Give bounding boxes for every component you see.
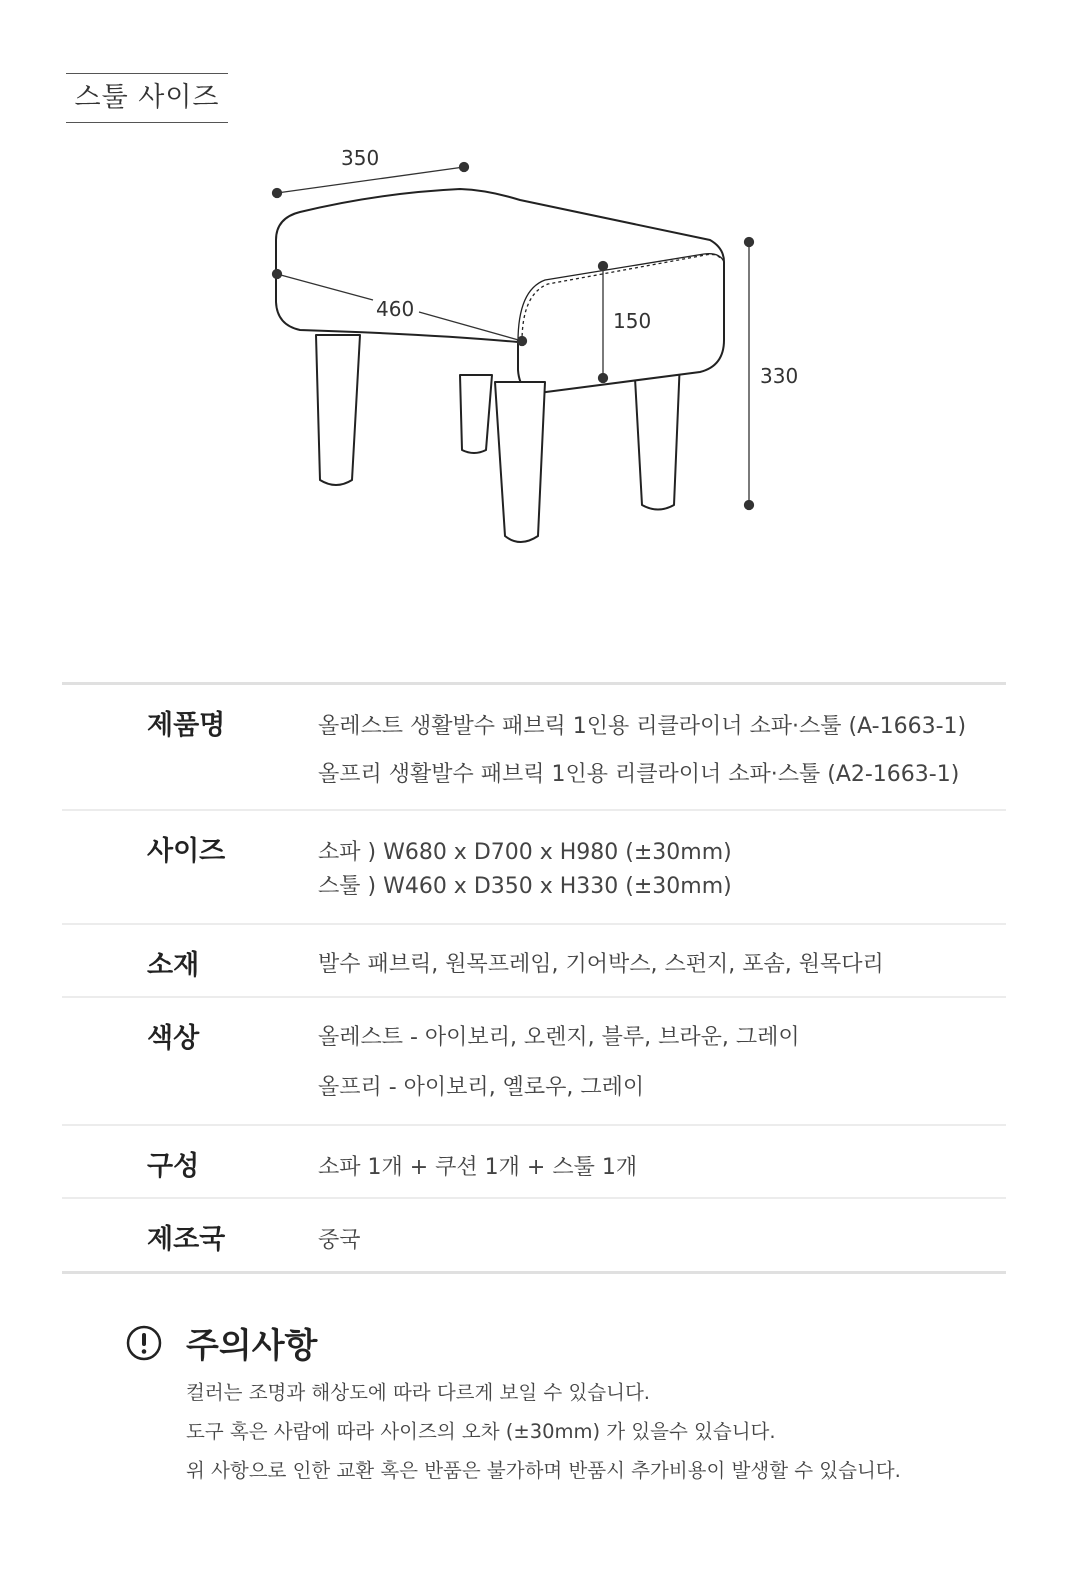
- spec-value-line: 올레스트 - 아이보리, 오렌지, 블루, 브라운, 그레이: [318, 1025, 800, 1050]
- spec-label: 색상: [147, 1023, 200, 1054]
- spec-value: [318, 1020, 800, 1101]
- spec-value-line: 소파 ) W680 x D700 x H980 (±30mm): [318, 840, 732, 865]
- spec-value-line: 중국: [318, 1228, 361, 1253]
- spec-value: [318, 709, 966, 788]
- notice-line: 컬러는 조명과 해상도에 따라 다르게 보일 수 있습니다.: [186, 1381, 651, 1404]
- spec-row-composition: [62, 1124, 1006, 1197]
- section-title: 스툴 사이즈: [66, 73, 228, 123]
- spec-label: 제품명: [147, 710, 226, 741]
- dimension-width-label: 460: [376, 297, 415, 321]
- spec-value-line: 발수 패브릭, 원목프레임, 기어박스, 스펀지, 포솜, 원목다리: [318, 952, 884, 977]
- spec-row-color: [62, 996, 1006, 1124]
- spec-row-country: [62, 1197, 1006, 1271]
- spec-label: 소재: [147, 950, 200, 981]
- dimension-total-height-label: 330: [760, 364, 799, 388]
- spec-value: [318, 947, 884, 978]
- front-left-leg: [495, 382, 545, 542]
- spec-label: 제조국: [147, 1224, 226, 1255]
- spec-value-line: 올프리 - 아이보리, 옐로우, 그레이: [318, 1075, 645, 1100]
- spec-value-line: 소파 1개 + 쿠션 1개 + 스툴 1개: [318, 1155, 638, 1180]
- spec-value-line: 올프리 생활발수 패브릭 1인용 리클라이너 소파·스툴 (A2-1663-1): [318, 762, 960, 787]
- spec-label: 구성: [147, 1151, 200, 1182]
- spec-value: [318, 1150, 637, 1181]
- notice-line: 도구 혹은 사람에 따라 사이즈의 오차 (±30mm) 가 있을수 있습니다.: [186, 1420, 776, 1443]
- spec-value-line: 올레스트 생활발수 패브릭 1인용 리클라이너 소파·스툴 (A-1663-1): [318, 714, 967, 739]
- spec-row-size: [62, 809, 1006, 923]
- front-right-leg: [634, 360, 680, 510]
- stool-dimension-diagram: [0, 0, 1080, 640]
- spec-label: 사이즈: [147, 836, 226, 867]
- spec-value-line: 스툴 ) W460 x D350 x H330 (±30mm): [318, 874, 732, 899]
- dimension-depth-label: 350: [341, 146, 380, 170]
- back-right-leg: [460, 375, 492, 453]
- dimension-seat-height-label: 150: [613, 309, 652, 333]
- notice-list: [186, 1378, 901, 1495]
- spec-row-product-name: [62, 685, 1006, 809]
- spec-value: [318, 1223, 361, 1254]
- exclamation-circle-icon: [126, 1325, 162, 1361]
- spec-value: [318, 835, 732, 900]
- notice-title: 주의사항: [186, 1326, 318, 1366]
- back-left-leg: [316, 335, 360, 485]
- spec-row-material: [62, 923, 1006, 996]
- notice-line: 위 사항으로 인한 교환 혹은 반품은 불가하며 반품시 추가비용이 발생할 수 있습니다.: [186, 1459, 901, 1482]
- spec-table: [62, 682, 1006, 1274]
